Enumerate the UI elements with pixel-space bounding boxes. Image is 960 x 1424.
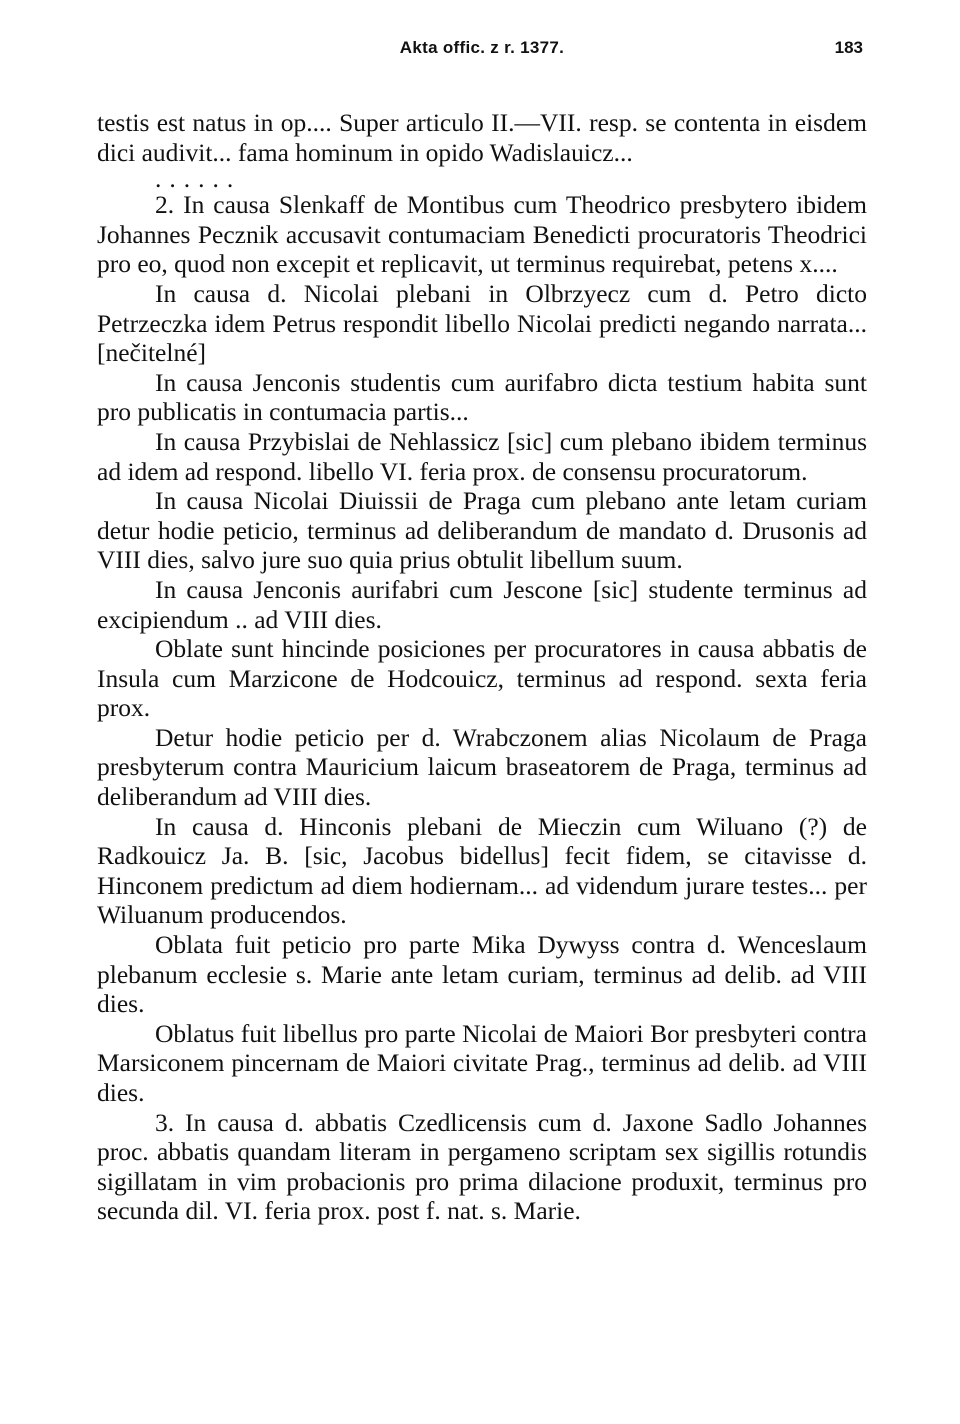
paragraph-jenconis-studentis: In causa Jenconis studentis cum aurifabro dicta testium habita sunt pro publicatis in contumacia partis... [97, 367, 867, 427]
paragraph-przybislai: In causa Przybislai de Nehlassicz [sic] cum plebano ibidem terminus ad idem ad respond. libello VI. feria prox. de consensu procuratorum. [97, 426, 867, 486]
document-page [97, 38, 867, 1226]
paragraph-wrabczonem: Detur hodie peticio per d. Wrabczonem alias Nicolaum de Praga presbyterum contra Mauricium laicum braseatorem de Praga, terminus ad deliberandum ad VIII dies. [97, 722, 867, 812]
paragraph-maiori-bor: Oblatus fuit libellus pro parte Nicolai de Maiori Bor presbyteri contra Marsiconem pincernam de Maiori civitate Prag., terminus ad delib. ad VIII dies. [97, 1018, 867, 1107]
omission-dots: ...... [155, 164, 242, 194]
running-title: Akta offic. z r. 1377. [399, 38, 565, 57]
paragraph-hinconis: In causa d. Hinconis plebani de Mieczin cum Wiluano (?) de Radkouicz Ja. B. [sic, Jacobus bidellus] fecit fidem, se citavisse d. Hinconem predictum ad diem hodiernam... ad videndum jurare testes... per Wiluanum producendos. [97, 811, 867, 930]
paragraph-continuation: testis est natus in op.... Super articulo II.—VII. resp. se contenta in eisdem dici audivit... fama hominum in opido Wadislauicz... [97, 108, 867, 167]
paragraph-olbrzyecz: In causa d. Nicolai plebani in Olbrzyecz cum d. Petro dicto Petrzeczka idem Petrus respondit libello Nicolai predicti negando narrata... [nečitelné] [97, 278, 867, 368]
paragraph-nicolai-diuissii: In causa Nicolai Diuissii de Praga cum plebano ante letam curiam detur hodie peticio, terminus ad deliberandum de mandato d. Drusonis ad VIII dies, salvo jure suo quia prius obtulit libellum suum. [97, 486, 867, 575]
running-head [97, 38, 867, 68]
paragraph-entry-2: 2. In causa Slenkaff de Montibus cum Theodrico presbytero ibidem Johannes Pecznik accusavit contumaciam Benedicti procuratoris Theodrici pro eo, quod non excepit et replicavit, ut terminus requirebat, petens x.... [97, 190, 867, 279]
paragraph-entry-3: 3. In causa d. abbatis Czedlicensis cum d. Jaxone Sadlo Johannes proc. abbatis quandam literam in pergameno scriptam sex sigillis rotundis sigillatam in vim probacionis pro prima dilacione produxit, terminus pro secunda dil. VI. feria prox. post f. nat. s. Marie. [97, 1107, 867, 1226]
paragraph-mika-dywyss: Oblata fuit peticio pro parte Mika Dywyss contra d. Wenceslaum plebanum ecclesie s. Marie ante letam curiam, terminus ad delib. ad VIII dies. [97, 930, 867, 1019]
paragraph-abbatis-de-insula: Oblate sunt hincinde posiciones per procuratores in causa abbatis de Insula cum Marzicone de Hodcouicz, terminus ad respond. sexta feria prox. [97, 634, 867, 723]
paragraph-jenconis-aurifabri: In causa Jenconis aurifabri cum Jescone [sic] studente terminus ad excipiendum .. ad VIII dies. [97, 574, 867, 634]
body-text [97, 108, 867, 1226]
page-number: 183 [834, 38, 863, 57]
